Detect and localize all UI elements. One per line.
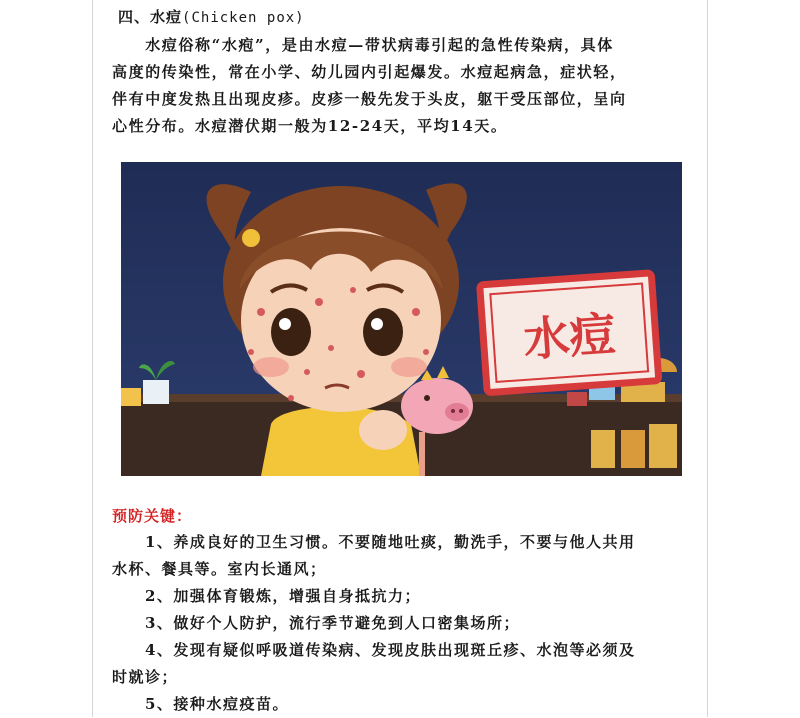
prevention-line: 水杯、餐具等。室内长通风；	[112, 560, 327, 578]
intro-paragraph	[112, 32, 684, 140]
intro-line: 高度的传染性，常在小学、幼儿园内引起爆发。水痘起病急，症状轻，	[112, 63, 627, 81]
chickenpox-illustration	[121, 162, 682, 476]
prevention-line: 2、加强体育锻炼，增强自身抵抗力；	[112, 587, 421, 605]
section-heading	[118, 6, 305, 27]
toy-block	[121, 388, 141, 406]
prevention-line: 3、做好个人防护，流行季节避免到人口密集场所；	[112, 614, 520, 632]
prevention-line: 时就诊；	[112, 668, 179, 686]
section-latin-name: (Chicken pox)	[182, 10, 305, 26]
intro-line: 水痘俗称“水疱”，是由水痘—带状病毒引起的急性传染病，具体	[112, 36, 614, 54]
prevention-line: 4、发现有疑似呼吸道传染病、发现皮肤出现斑丘疹、水泡等必须及	[112, 641, 636, 659]
intro-line: 心性分布。水痘潜伏期一般为12-24天，平均14天。	[112, 117, 508, 135]
prevention-title: 预防关键：	[112, 507, 193, 525]
stamp-text: 水痘	[521, 306, 618, 367]
chickenpox-stamp	[480, 273, 659, 393]
prevention-line: 1、养成良好的卫生习惯。不要随地吐痰，勤洗手，不要与他人共用	[112, 533, 636, 551]
section-title: 水痘	[150, 8, 183, 26]
illustration-svg	[121, 162, 682, 476]
section-number: 四、	[118, 8, 151, 26]
prevention-list	[112, 529, 684, 718]
intro-line: 伴有中度发热且出现皮疹。皮疹一般先发于头皮，躯干受压部位，呈向	[112, 90, 627, 108]
prevention-line: 5、接种水痘疫苗。	[112, 695, 289, 713]
